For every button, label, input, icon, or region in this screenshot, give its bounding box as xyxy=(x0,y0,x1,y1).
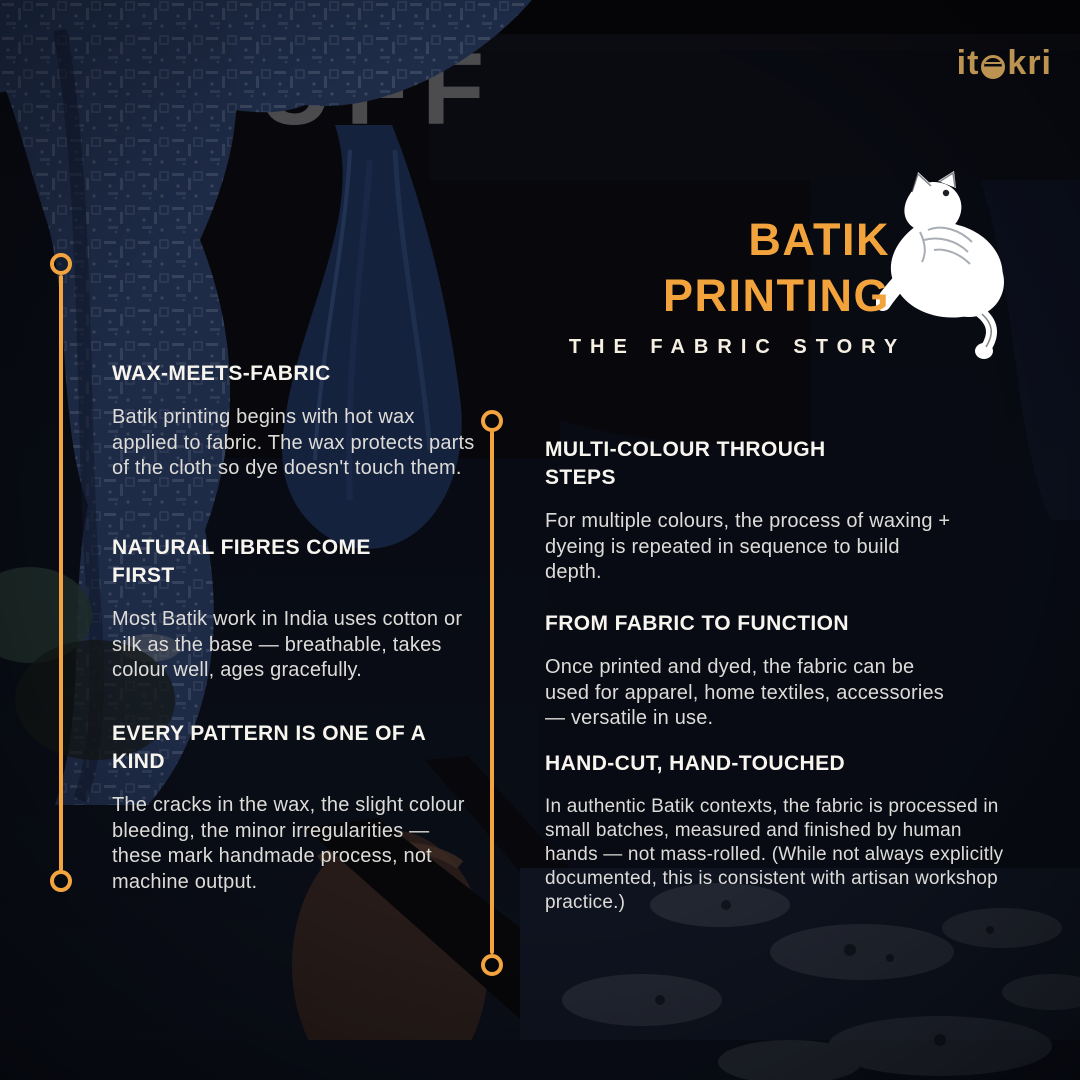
section-multi-colour xyxy=(545,436,957,586)
section-wax-meets-fabric xyxy=(112,360,477,482)
section-heading: FROM FABRIC TO FUNCTION xyxy=(545,612,849,635)
section-hand-cut xyxy=(545,750,1015,915)
section-body: Once printed and dyed, the fabric can be used for apparel, home textiles, accessories — versatile in use. xyxy=(545,656,944,729)
section-body: For multiple colours, the process of waxing + dyeing is repeated in sequence to build depth. xyxy=(545,510,951,583)
section-heading: NATURAL FIBRES COME FIRST xyxy=(112,536,371,587)
page-title-line1: BATIK xyxy=(748,214,890,265)
section-fabric-to-function xyxy=(545,610,957,732)
section-heading: MULTI-COLOUR THROUGH STEPS xyxy=(545,438,826,489)
timeline-left-top-dot xyxy=(50,253,72,275)
page-title xyxy=(440,212,890,324)
section-heading: EVERY PATTERN IS ONE OF A KIND xyxy=(112,722,426,773)
section-natural-fibres xyxy=(112,534,477,684)
basket-icon xyxy=(981,55,1005,79)
timeline-right-top-dot xyxy=(481,410,503,432)
cat-illustration xyxy=(876,170,1012,362)
section-heading: WAX-MEETS-FABRIC xyxy=(112,362,331,385)
timeline-right-bottom-dot xyxy=(481,954,503,976)
section-every-pattern xyxy=(112,720,477,895)
brand-logo-suffix: kri xyxy=(1007,44,1052,82)
brand-logo-prefix: it xyxy=(956,44,980,82)
timeline-right-line xyxy=(490,431,494,954)
section-body: In authentic Batik contexts, the fabric is processed in small batches, measured and finished by human hands — not mass-rolled. (While not always explicitly documented, this is consistent with artisan workshop practice.) xyxy=(545,796,1004,913)
section-heading: HAND-CUT, HAND-TOUCHED xyxy=(545,752,846,775)
timeline-left-bottom-dot xyxy=(50,870,72,892)
cat-icon xyxy=(876,170,1012,362)
section-body: The cracks in the wax, the slight colour bleeding, the minor irregularities — these mark handmade process, not machine output. xyxy=(112,794,465,893)
brand-logo xyxy=(957,44,1052,83)
page-title-line2: PRINTING xyxy=(662,270,890,321)
page-subtitle: THE FABRIC STORY xyxy=(568,336,907,358)
section-body: Most Batik work in India uses cotton or silk as the base — breathable, takes colour well, ages gracefully. xyxy=(112,608,463,681)
section-body: Batik printing begins with hot wax applied to fabric. The wax protects parts of the cloth so dye doesn't touch them. xyxy=(112,406,475,479)
timeline-left-line xyxy=(59,275,63,871)
